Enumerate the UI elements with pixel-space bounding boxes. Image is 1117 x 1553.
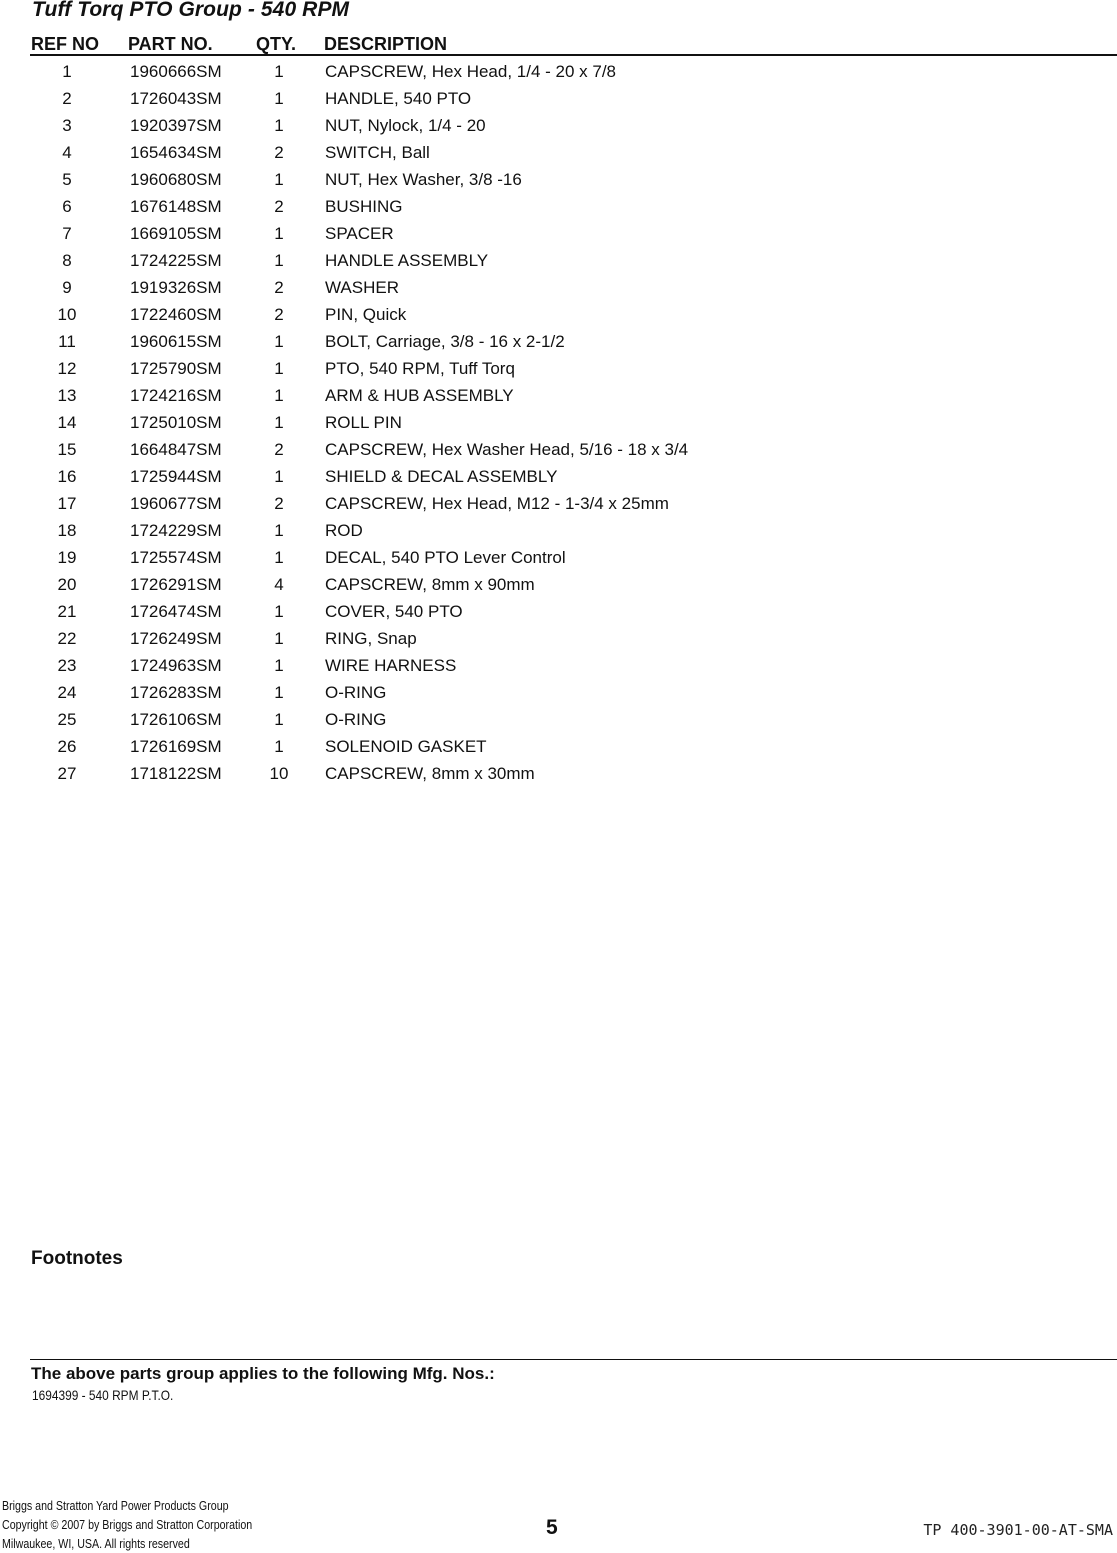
table-row: [0, 115, 1117, 142]
part-no-cell: 1726283SM: [130, 683, 222, 702]
description-cell: HANDLE, 540 PTO: [325, 89, 472, 108]
qty-cell: 2: [274, 440, 284, 459]
column-header-part-no: PART NO.: [128, 34, 213, 54]
description-cell: CAPSCREW, Hex Head, 1/4 - 20 x 7/8: [325, 62, 617, 81]
part-no-cell: 1726474SM: [130, 602, 222, 621]
qty-cell: 1: [274, 467, 284, 486]
ref-no-cell: 20: [57, 575, 77, 594]
ref-no-cell: 4: [62, 143, 72, 162]
description-cell: ROD: [325, 521, 363, 540]
table-row: [0, 385, 1117, 412]
description-cell: CAPSCREW, 8mm x 90mm: [325, 575, 535, 594]
qty-cell: 1: [274, 116, 284, 135]
qty-cell: 1: [274, 629, 284, 648]
table-row: [0, 61, 1117, 88]
qty-cell: 1: [274, 332, 284, 351]
table-row: [0, 331, 1117, 358]
description-cell: DECAL, 540 PTO Lever Control: [325, 548, 566, 567]
qty-cell: 1: [274, 386, 284, 405]
description-cell: BUSHING: [325, 197, 403, 216]
qty-cell: 1: [274, 710, 284, 729]
part-no-cell: 1919326SM: [130, 278, 222, 297]
table-row: [0, 358, 1117, 385]
table-row: [0, 169, 1117, 196]
company-line: Briggs and Stratton Yard Power Products Group: [2, 1498, 229, 1513]
qty-cell: 1: [274, 170, 284, 189]
description-cell: CAPSCREW, 8mm x 30mm: [325, 764, 535, 783]
qty-cell: 2: [274, 143, 284, 162]
table-row: [0, 655, 1117, 682]
description-cell: NUT, Nylock, 1/4 - 20: [325, 116, 486, 135]
table-row: [0, 412, 1117, 439]
ref-no-cell: 13: [57, 386, 77, 405]
description-cell: BOLT, Carriage, 3/8 - 16 x 2-1/2: [325, 332, 565, 351]
description-cell: ROLL PIN: [325, 413, 402, 432]
table-row: [0, 628, 1117, 655]
ref-no-cell: 11: [58, 332, 76, 351]
applies-divider: [30, 1359, 1117, 1360]
description-cell: RING, Snap: [325, 629, 417, 648]
table-row: [0, 493, 1117, 520]
company-info: [2, 1496, 252, 1553]
description-cell: SOLENOID GASKET: [325, 737, 487, 756]
ref-no-cell: 6: [62, 197, 72, 216]
table-row: [0, 196, 1117, 223]
qty-cell: 1: [274, 602, 284, 621]
ref-no-cell: 8: [62, 251, 72, 270]
ref-no-cell: 3: [62, 116, 72, 135]
table-row: [0, 547, 1117, 574]
qty-cell: 2: [274, 494, 284, 513]
table-row: [0, 304, 1117, 331]
part-no-cell: 1725574SM: [130, 548, 222, 567]
qty-cell: 1: [274, 359, 284, 378]
table-row: [0, 142, 1117, 169]
table-row: [0, 682, 1117, 709]
part-no-cell: 1726291SM: [130, 575, 222, 594]
part-no-cell: 1718122SM: [130, 764, 222, 783]
description-cell: NUT, Hex Washer, 3/8 -16: [325, 170, 522, 189]
table-row: [0, 277, 1117, 304]
qty-cell: 1: [274, 548, 284, 567]
table-row: [0, 520, 1117, 547]
qty-cell: 1: [274, 737, 284, 756]
ref-no-cell: 15: [57, 440, 77, 459]
ref-no-cell: 23: [57, 656, 77, 675]
qty-cell: 1: [274, 656, 284, 675]
description-cell: SHIELD & DECAL ASSEMBLY: [325, 467, 558, 486]
applies-heading: The above parts group applies to the following Mfg. Nos.:: [31, 1364, 495, 1383]
qty-cell: 4: [274, 575, 284, 594]
part-no-cell: 1726169SM: [130, 737, 222, 756]
qty-cell: 2: [274, 278, 284, 297]
part-no-cell: 1960677SM: [130, 494, 222, 513]
table-row: [0, 709, 1117, 736]
column-header-description: DESCRIPTION: [324, 34, 448, 54]
part-no-cell: 1669105SM: [130, 224, 222, 243]
ref-no-cell: 7: [62, 224, 72, 243]
page-number: 5: [546, 1516, 558, 1539]
part-no-cell: 1725944SM: [130, 467, 222, 486]
part-no-cell: 1722460SM: [130, 305, 222, 324]
page-title: Tuff Torq PTO Group - 540 RPM: [32, 0, 350, 21]
table-row: [0, 736, 1117, 763]
ref-no-cell: 2: [62, 89, 72, 108]
table-row: [0, 763, 1117, 790]
description-cell: COVER, 540 PTO: [325, 602, 463, 621]
header-divider: [30, 54, 1117, 56]
part-no-cell: 1960680SM: [130, 170, 222, 189]
description-cell: PIN, Quick: [325, 305, 407, 324]
description-cell: CAPSCREW, Hex Washer Head, 5/16 - 18 x 3/4: [325, 440, 689, 459]
description-cell: SPACER: [325, 224, 394, 243]
part-no-cell: 1724229SM: [130, 521, 222, 540]
table-row: [0, 601, 1117, 628]
ref-no-cell: 10: [57, 305, 77, 324]
table-row: [0, 250, 1117, 277]
parts-table: [0, 61, 1117, 790]
ref-no-cell: 9: [62, 278, 72, 297]
ref-no-cell: 12: [57, 359, 77, 378]
table-row: [0, 574, 1117, 601]
qty-cell: 1: [274, 251, 284, 270]
part-no-cell: 1724963SM: [130, 656, 222, 675]
ref-no-cell: 14: [57, 413, 77, 432]
part-no-cell: 1960666SM: [130, 62, 222, 81]
ref-no-cell: 22: [57, 629, 77, 648]
mfg-number-item: 1694399 - 540 RPM P.T.O.: [32, 1387, 174, 1403]
ref-no-cell: 16: [57, 467, 77, 486]
description-cell: ARM & HUB ASSEMBLY: [325, 386, 514, 405]
footnotes-heading: Footnotes: [31, 1248, 123, 1269]
ref-no-cell: 24: [57, 683, 77, 702]
column-header-ref-no: REF NO: [31, 34, 100, 54]
qty-cell: 2: [274, 305, 284, 324]
description-cell: CAPSCREW, Hex Head, M12 - 1-3/4 x 25mm: [325, 494, 669, 513]
ref-no-cell: 26: [57, 737, 77, 756]
description-cell: WIRE HARNESS: [325, 656, 457, 675]
ref-no-cell: 5: [62, 170, 72, 189]
ref-no-cell: 25: [57, 710, 77, 729]
description-cell: O-RING: [325, 683, 387, 702]
part-no-cell: 1726106SM: [130, 710, 222, 729]
part-no-cell: 1920397SM: [130, 116, 222, 135]
qty-cell: 1: [274, 413, 284, 432]
ref-no-cell: 1: [62, 62, 72, 81]
part-no-cell: 1726043SM: [130, 89, 222, 108]
table-row: [0, 223, 1117, 250]
table-row: [0, 439, 1117, 466]
copyright-line: Copyright © 2007 by Briggs and Stratton Corporation: [2, 1517, 253, 1532]
part-no-cell: 1726249SM: [130, 629, 222, 648]
part-no-cell: 1664847SM: [130, 440, 222, 459]
qty-cell: 10: [269, 764, 289, 783]
part-no-cell: 1676148SM: [130, 197, 222, 216]
qty-cell: 1: [274, 62, 284, 81]
qty-cell: 2: [274, 197, 284, 216]
ref-no-cell: 27: [57, 764, 77, 783]
part-no-cell: 1654634SM: [130, 143, 222, 162]
qty-cell: 1: [274, 89, 284, 108]
ref-no-cell: 19: [57, 548, 77, 567]
part-no-cell: 1960615SM: [130, 332, 222, 351]
description-cell: SWITCH, Ball: [325, 143, 430, 162]
part-no-cell: 1724216SM: [130, 386, 222, 405]
part-no-cell: 1725010SM: [130, 413, 222, 432]
document-code: TP 400-3901-00-AT-SMA: [923, 1521, 1113, 1539]
description-cell: PTO, 540 RPM, Tuff Torq: [325, 359, 515, 378]
ref-no-cell: 18: [57, 521, 77, 540]
qty-cell: 1: [274, 224, 284, 243]
table-row: [0, 466, 1117, 493]
qty-cell: 1: [274, 521, 284, 540]
description-cell: HANDLE ASSEMBLY: [325, 251, 489, 270]
description-cell: WASHER: [325, 278, 399, 297]
column-header-qty: QTY.: [256, 34, 297, 54]
ref-no-cell: 21: [57, 602, 77, 621]
ref-no-cell: 17: [57, 494, 77, 513]
table-row: [0, 88, 1117, 115]
qty-cell: 1: [274, 683, 284, 702]
address-line: Milwaukee, WI, USA. All rights reserved: [2, 1536, 190, 1551]
part-no-cell: 1724225SM: [130, 251, 222, 270]
part-no-cell: 1725790SM: [130, 359, 222, 378]
description-cell: O-RING: [325, 710, 387, 729]
